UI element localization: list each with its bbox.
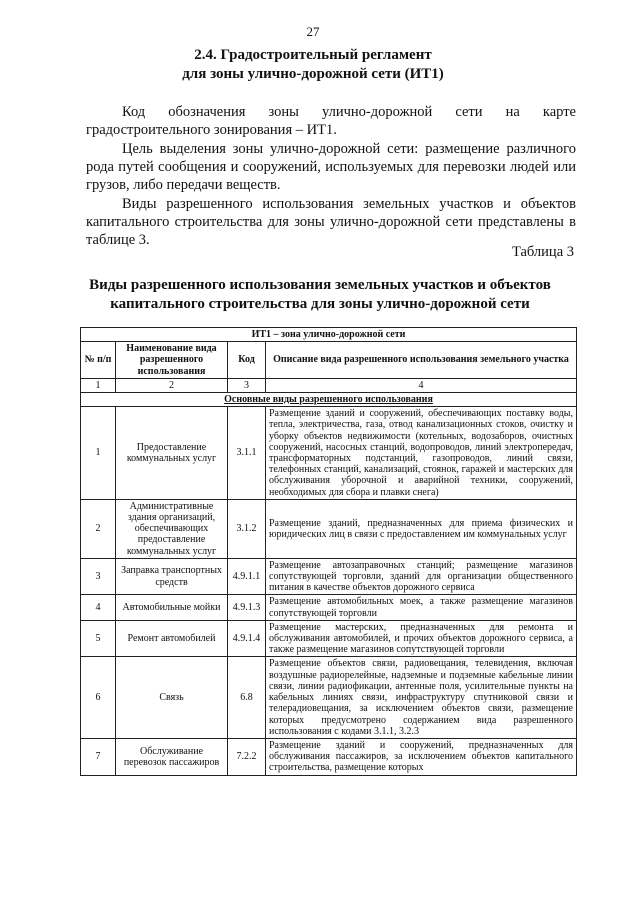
table-row <box>81 620 577 657</box>
row-use-name: Связь <box>116 657 228 738</box>
row-use-name: Предоставление коммунальных услуг <box>116 407 228 500</box>
table-row <box>81 499 577 558</box>
row-number: 2 <box>81 499 116 558</box>
paragraph-table-reference <box>86 195 576 249</box>
index-cell: 2 <box>116 378 228 392</box>
row-description: Размещение объектов связи, радиовещания, телевидения, включая воздушные радиорелейные, надземные и подземные кабельные линии связи, линии радиофикации, антенные поля, усилительные пункты на кабельных линиях связи, инфраструктуру спутниковой связи и телерадиовещания, за исключением объектов связи, размещение которых предусмотрено содержанием вида разрешенного использования с кодами 3.1.1, 3.2.3 <box>266 657 577 738</box>
row-code: 3.1.2 <box>228 499 266 558</box>
row-description: Размещение мастерских, предназначенных для ремонта и обслуживания автомобилей, и прочих объектов дорожного сервиса, а также размещение магазинов сопутствующей торговли <box>266 620 577 657</box>
row-use-name: Заправка транспортных средств <box>116 558 228 595</box>
column-header-row <box>81 342 577 379</box>
table-title <box>60 276 580 314</box>
header-description: Описание вида разрешенного использования земельного участка <box>266 342 577 379</box>
row-number: 4 <box>81 595 116 620</box>
row-description: Размещение автомобильных моек, а также размещение магазинов сопутствующей торговли <box>266 595 577 620</box>
section-title-line2: для зоны улично-дорожной сети (ИТ1) <box>182 66 444 82</box>
paragraph-table-reference-text: Виды разрешенного использования земельных участков и объектов капитального строительства для зоны улично-дорожной сети представлены в таблице 3. <box>86 196 576 248</box>
index-cell: 4 <box>266 378 577 392</box>
table-title-line1: Виды разрешенного использования земельных участков и объектов <box>89 277 551 293</box>
zone-header-row <box>81 328 577 342</box>
row-number: 7 <box>81 738 116 775</box>
paragraph-zone-purpose-text: Цель выделения зоны улично-дорожной сети: размещение различного рода путей сообщения и сооружений, используемых для перевозки людей или грузов, либо передачи веществ. <box>86 141 576 193</box>
table-row <box>81 657 577 738</box>
row-code: 6.8 <box>228 657 266 738</box>
index-cell: 1 <box>81 378 116 392</box>
row-number: 6 <box>81 657 116 738</box>
row-use-name: Ремонт автомобилей <box>116 620 228 657</box>
row-number: 3 <box>81 558 116 595</box>
row-code: 4.9.1.1 <box>228 558 266 595</box>
table-title-line2: капитального строительства для зоны улично-дорожной сети <box>110 296 530 312</box>
row-use-name: Обслуживание перевозок пассажиров <box>116 738 228 775</box>
header-number: № п/п <box>81 342 116 379</box>
permitted-uses-table <box>80 327 577 776</box>
header-use-name: Наименование вида разрешенного использования <box>116 342 228 379</box>
section-label: Основные виды разрешенного использования <box>81 393 577 407</box>
row-description: Размещение зданий, предназначенных для приема физических и юридических лиц в связи с предоставлением им коммунальных услуг <box>266 499 577 558</box>
paragraph-zone-code <box>86 103 576 139</box>
index-cell: 3 <box>228 378 266 392</box>
paragraph-zone-purpose <box>86 140 576 194</box>
row-code: 4.9.1.4 <box>228 620 266 657</box>
index-row <box>81 378 577 392</box>
row-number: 5 <box>81 620 116 657</box>
row-code: 3.1.1 <box>228 407 266 500</box>
table-row <box>81 738 577 775</box>
section-title-line1: 2.4. Градостроительный регламент <box>194 47 432 63</box>
table-row <box>81 595 577 620</box>
zone-header-cell: ИТ1 – зона улично-дорожной сети <box>81 328 577 342</box>
section-row <box>81 393 577 407</box>
row-description: Размещение зданий и сооружений, обеспечивающих поставку воды, тепла, электричества, газа, отвод канализационных стоков, очистку и уборку объектов недвижимости (котельных, водозаборов, очистных сооружений, насосных станций, водопроводов, линий электропередач, трансформаторных подстанций, газопроводов, линий связи, телефонных станций, канализаций, стоянок, гаражей и мастерских для обслуживания уборочной и аварийной техники, сооружений, необходимых для сбора и плавки снега) <box>266 407 577 500</box>
table-caption: Таблица 3 <box>511 244 574 260</box>
header-code: Код <box>228 342 266 379</box>
section-title <box>0 46 626 84</box>
row-number: 1 <box>81 407 116 500</box>
row-code: 7.2.2 <box>228 738 266 775</box>
paragraph-zone-code-text: Код обозначения зоны улично-дорожной сети на карте градостроительного зонирования – ИТ1. <box>86 104 576 138</box>
row-code: 4.9.1.3 <box>228 595 266 620</box>
row-description: Размещение зданий и сооружений, предназначенных для обслуживания пассажиров, за исключением объектов капитального строительства, размещение которых <box>266 738 577 775</box>
row-description: Размещение автозаправочных станций; размещение магазинов сопутствующей торговли, зданий для организации общественного питания в качестве объектов дорожного сервиса <box>266 558 577 595</box>
row-use-name: Автомобильные мойки <box>116 595 228 620</box>
table-row <box>81 558 577 595</box>
table-row <box>81 407 577 500</box>
page-number: 27 <box>306 24 320 39</box>
row-use-name: Административные здания организаций, обеспечивающих предоставление коммунальных услуг <box>116 499 228 558</box>
